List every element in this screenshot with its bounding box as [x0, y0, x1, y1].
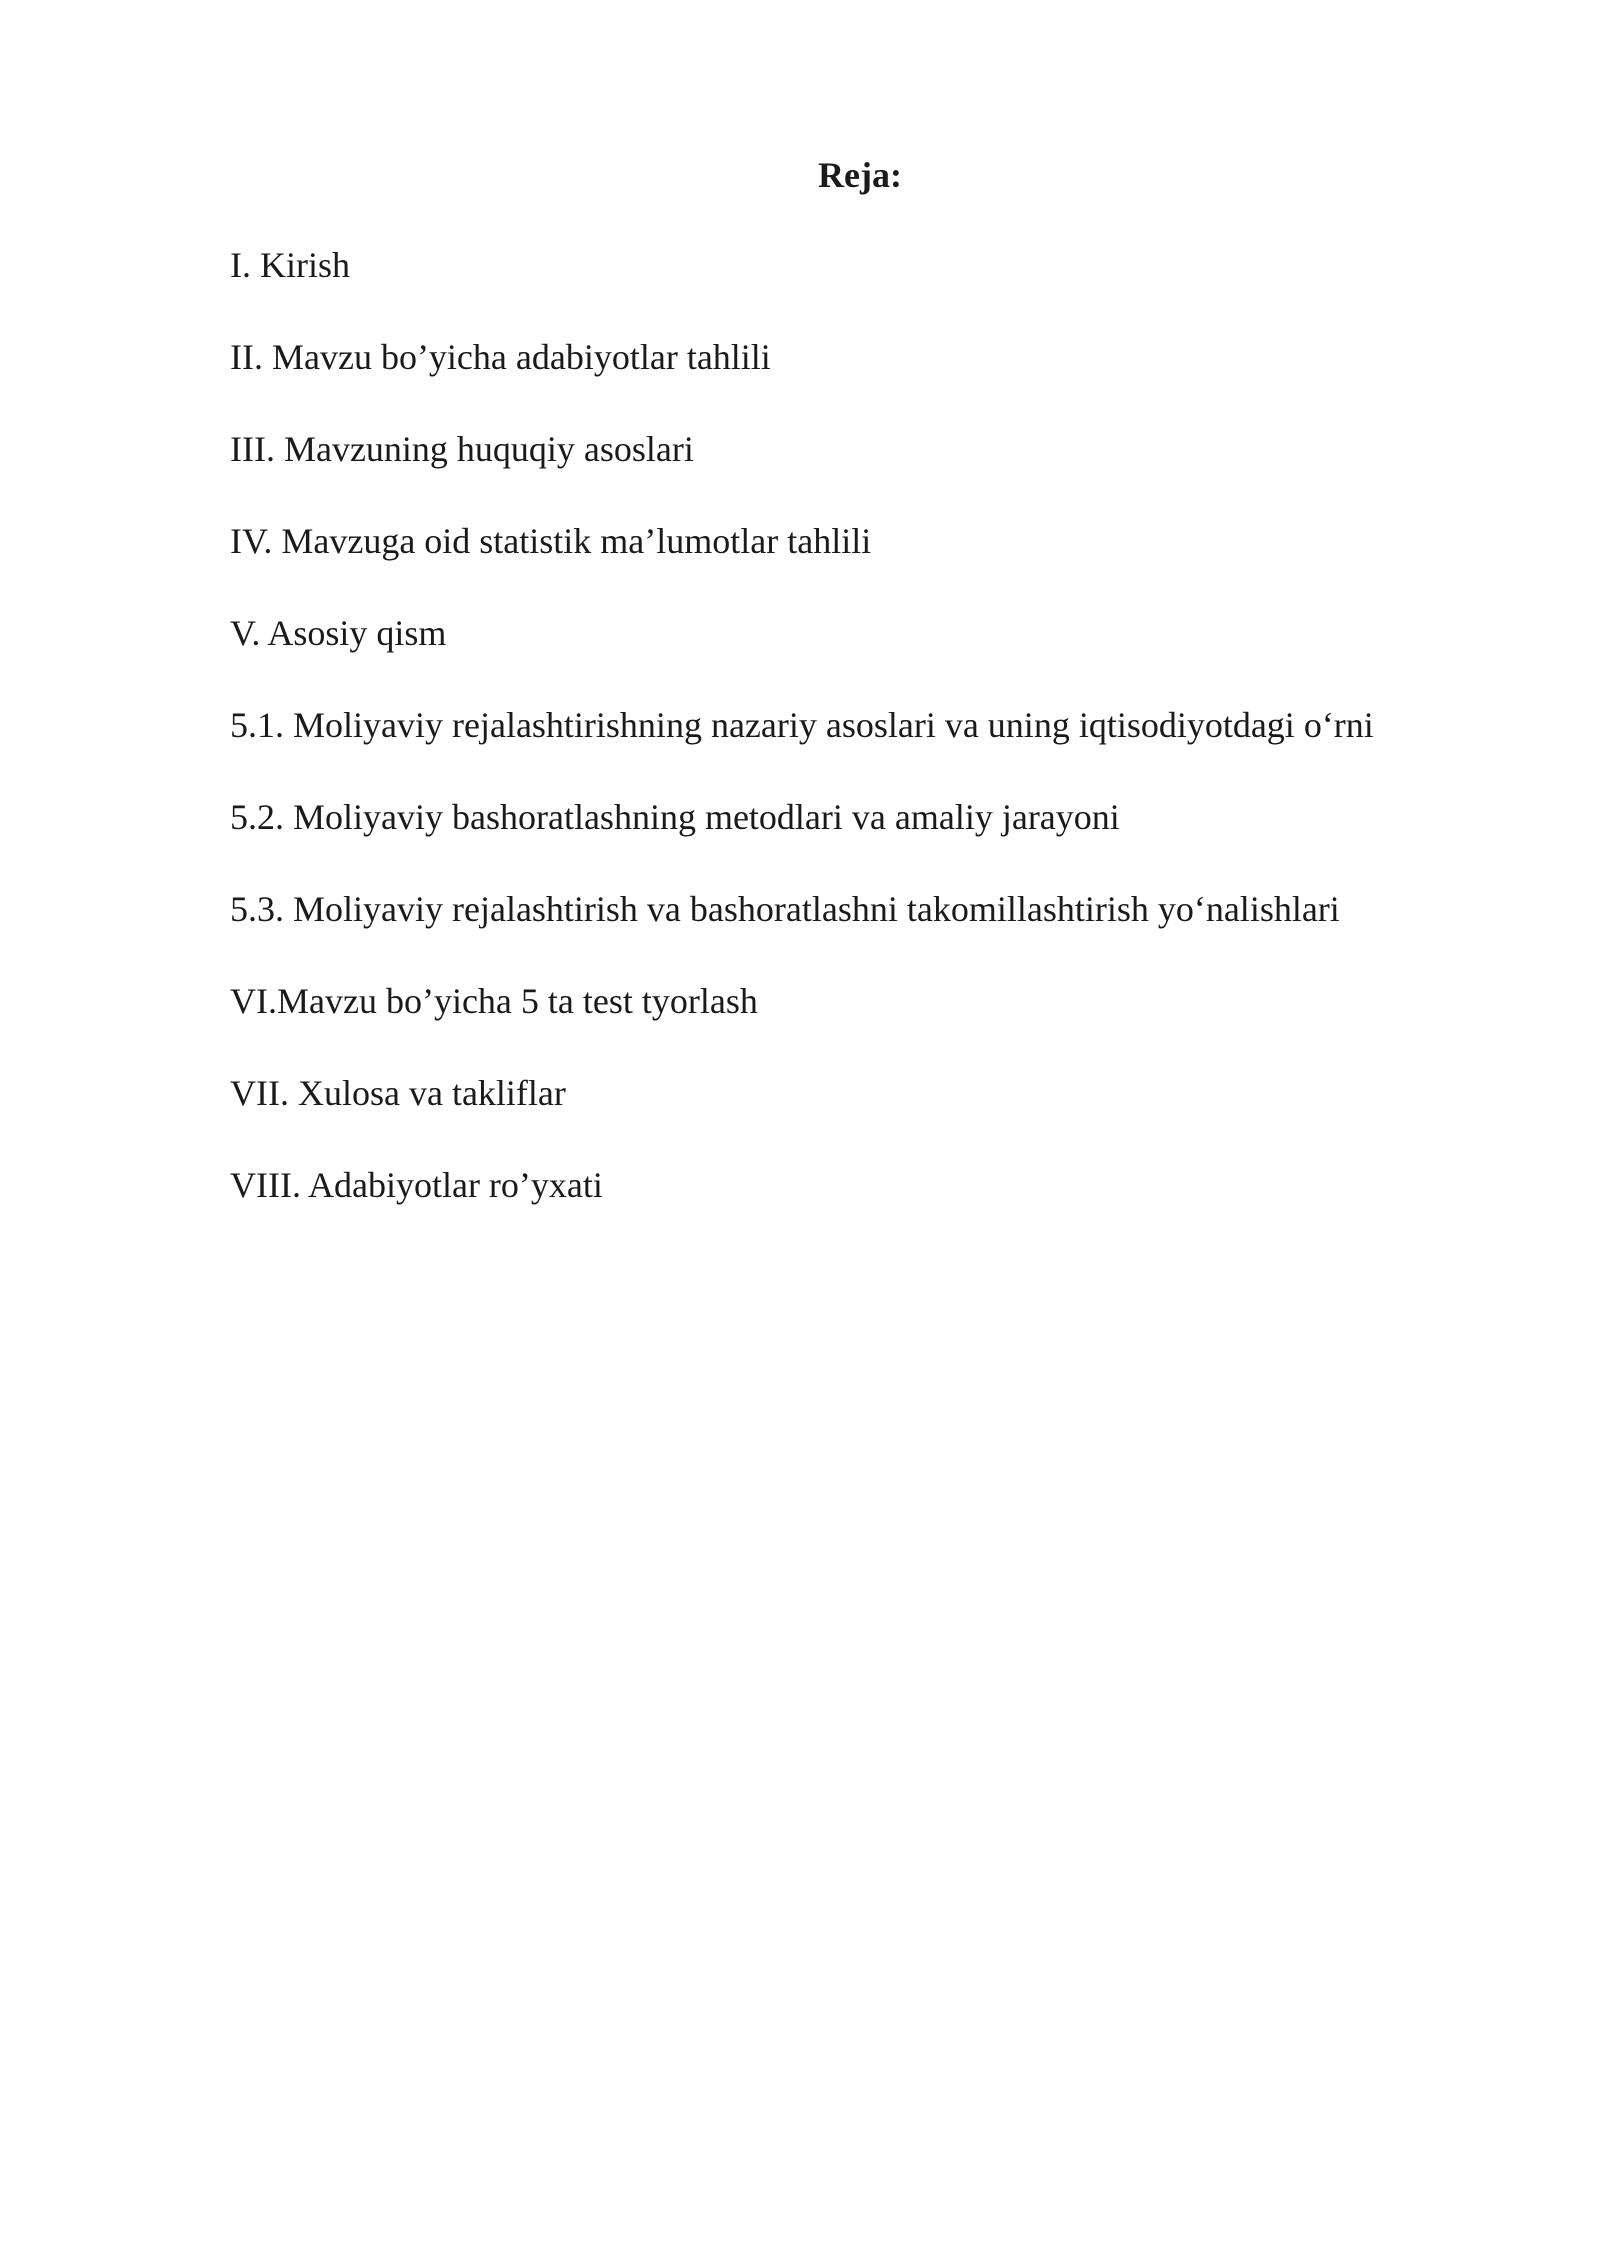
toc-item-5-2: 5.2. Moliyaviy bashoratlashning metodlari va amaliy jarayoni — [230, 797, 1120, 837]
toc-item-6: VI.Mavzu bo’yicha 5 ta test tyorlash — [230, 981, 758, 1021]
toc-item-8: VIII. Adabiyotlar ro’yxati — [230, 1165, 603, 1205]
toc-item-4: IV. Mavzuga oid statistik ma’lumotlar tahlili — [230, 521, 872, 561]
toc-item-5: V. Asosiy qism — [230, 613, 447, 653]
toc-item-2: II. Mavzu bo’yicha adabiyotlar tahlili — [230, 337, 771, 377]
toc-item-1: I. Kirish — [230, 245, 350, 285]
toc-item-3: III. Mavzuning huquqiy asoslari — [230, 429, 694, 469]
toc-item-7: VII. Xulosa va takliflar — [230, 1073, 566, 1113]
toc-item-5-1: 5.1. Moliyaviy rejalashtirishning nazariy asoslari va uning iqtisodiyotdagi o‘rni — [230, 705, 1374, 745]
table-of-contents — [230, 241, 1374, 1253]
page-title: Reja: — [818, 155, 902, 195]
toc-item-5-3: 5.3. Moliyaviy rejalashtirish va bashoratlashni takomillashtirish yo‘nalishlari — [230, 889, 1340, 929]
